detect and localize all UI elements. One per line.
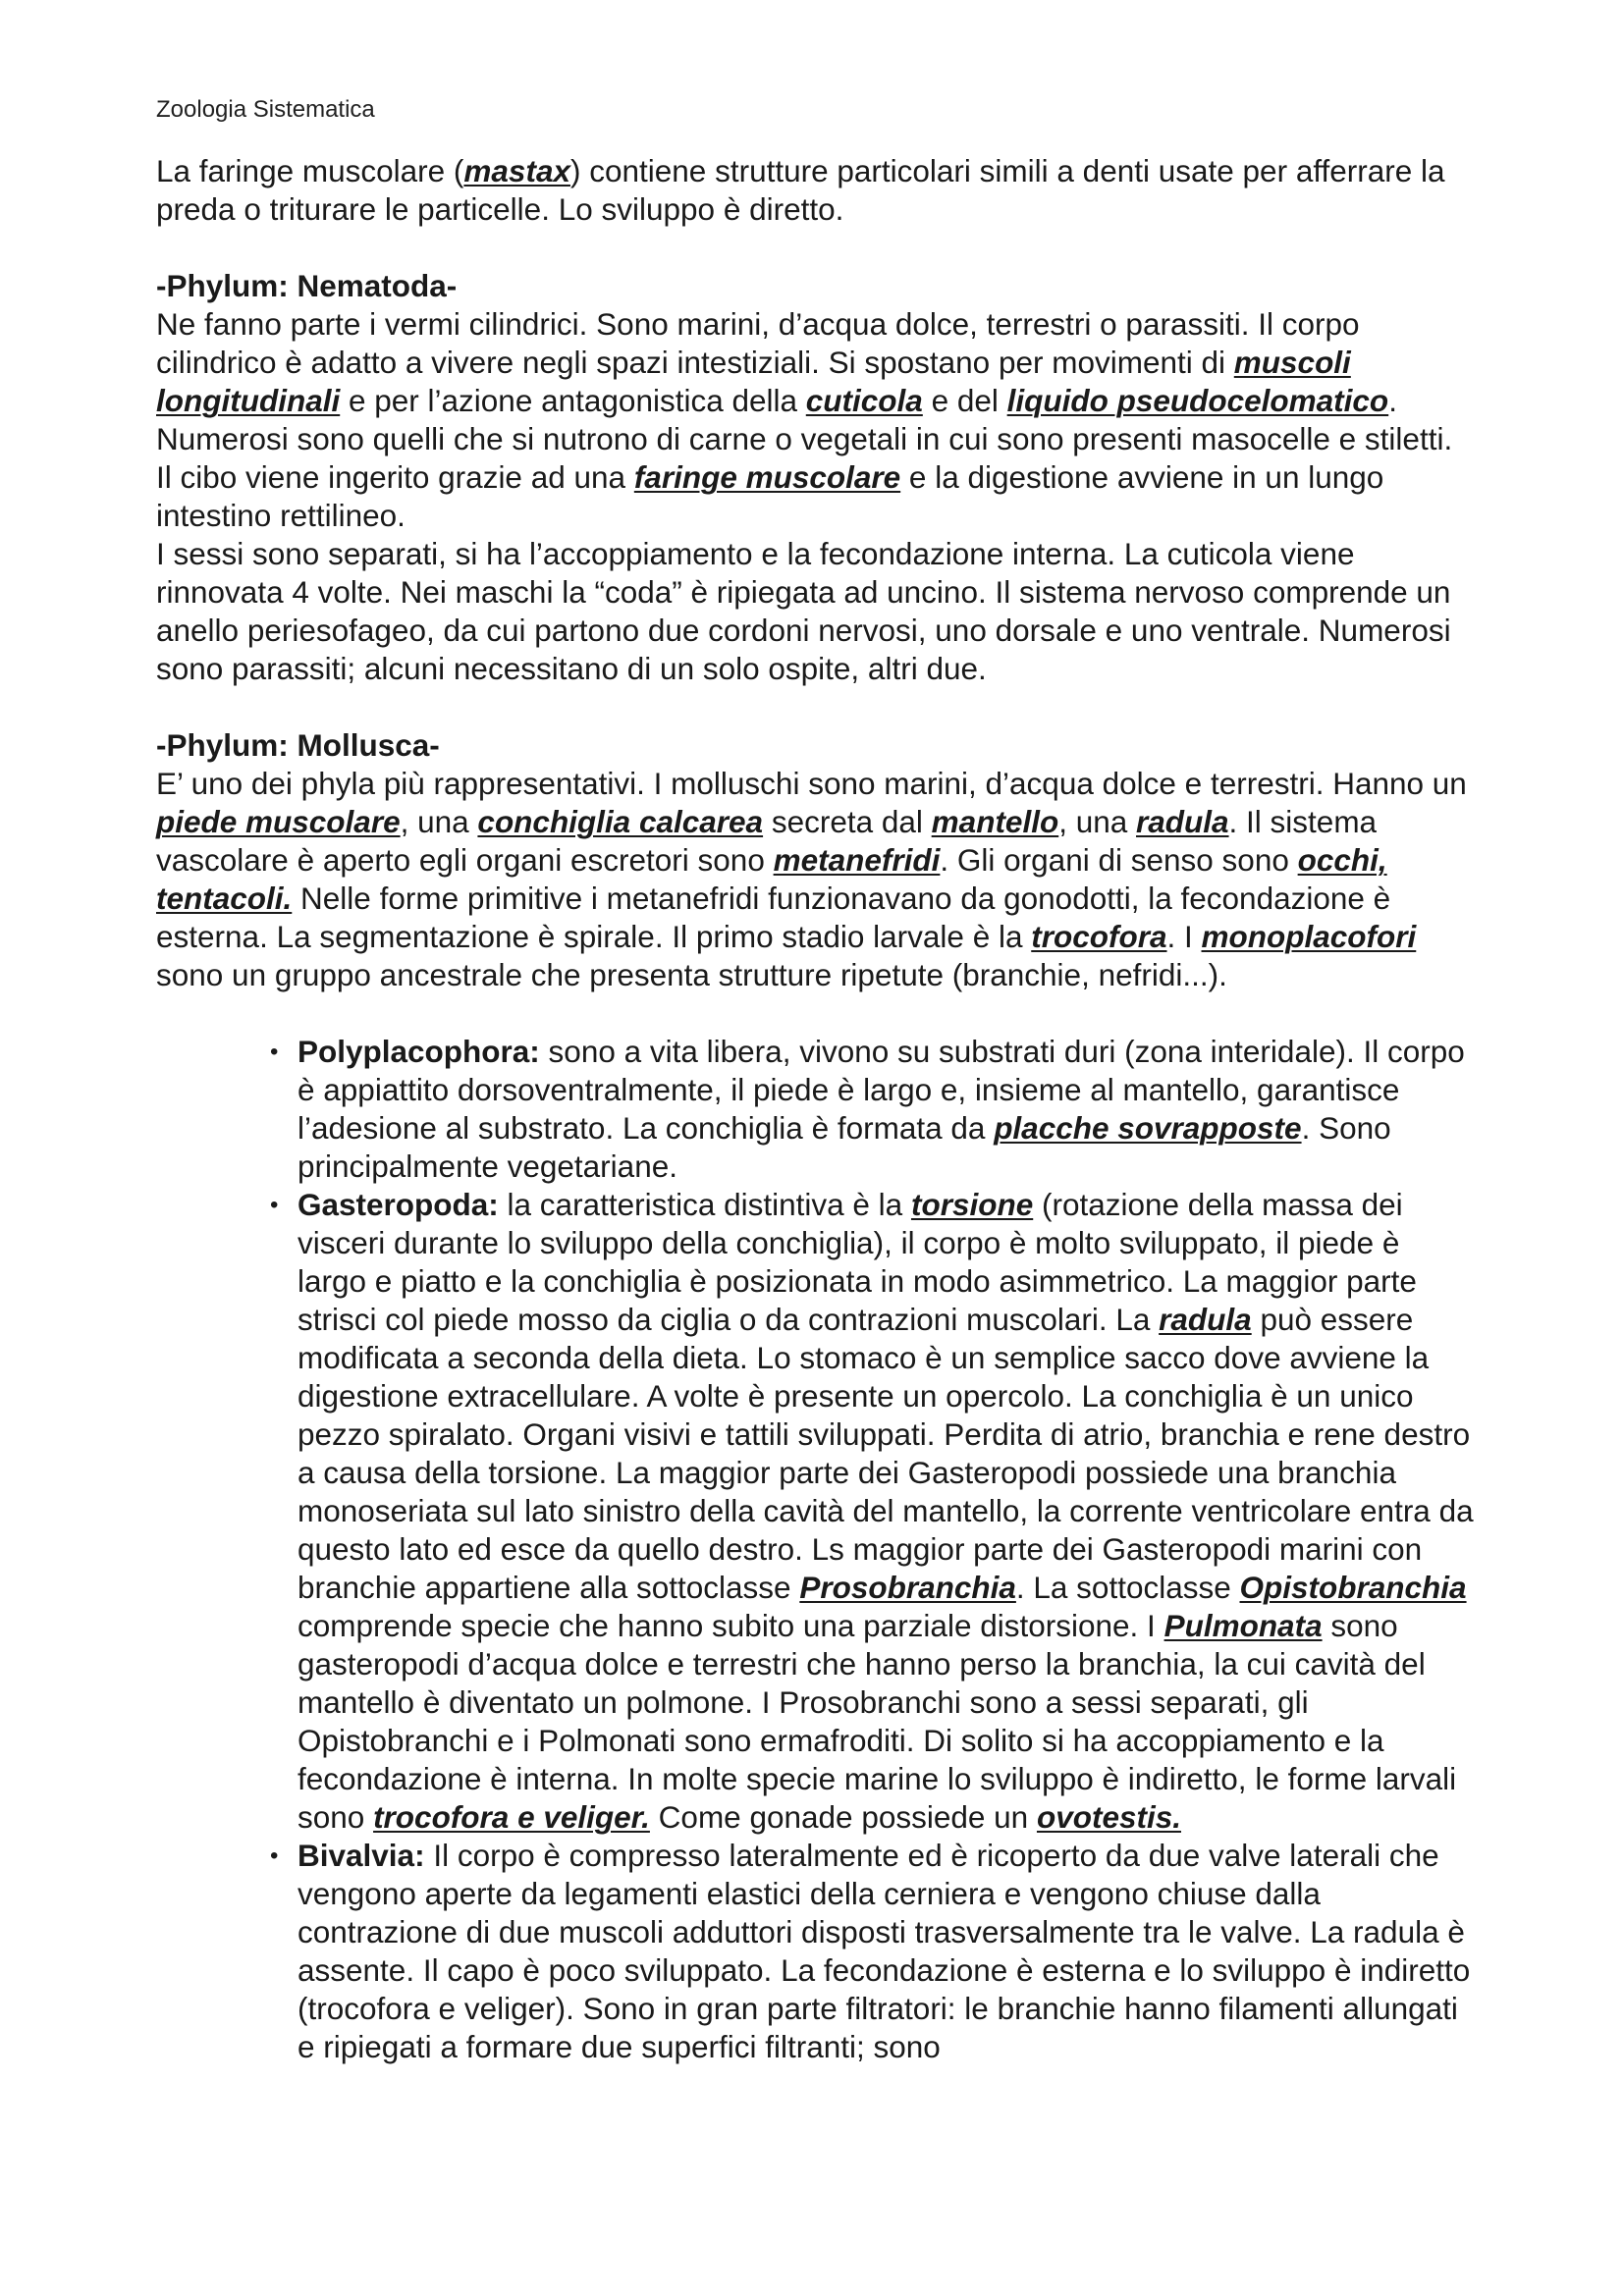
keyword: radula xyxy=(1136,804,1229,839)
term-label: Polyplacophora: xyxy=(298,1034,540,1069)
text-run: , una xyxy=(1058,804,1137,839)
keyword: Pulmonata xyxy=(1163,1608,1323,1643)
document-body xyxy=(156,152,1472,2066)
heading-nematoda: -Phylum: Nematoda- xyxy=(156,268,458,303)
list-item-text xyxy=(298,1034,1465,1184)
text-run: Nelle forme primitive i metanefridi funzionavano da gonodotti, la fecondazione è esterna. La segmentazione è spirale. Il primo stadio larvale è la xyxy=(156,881,1391,954)
list-item-text xyxy=(298,1187,1474,1835)
text-run: comprende specie che hanno subito una parziale distorsione. I xyxy=(298,1608,1164,1643)
list-item-bivalvia xyxy=(270,1837,1476,2066)
text-run: sono un gruppo ancestrale che presenta strutture ripetute (branchie, nefridi...). xyxy=(156,957,1227,992)
keyword: Prosobranchia xyxy=(799,1570,1016,1605)
text-run: e la digestione avviene in un lungo intestino rettilineo. xyxy=(156,459,1384,533)
keyword: mastax xyxy=(463,153,570,188)
term-label: Gasteropoda: xyxy=(298,1187,499,1222)
keyword: Opistobranchia xyxy=(1239,1570,1467,1605)
text-run: secreta dal xyxy=(763,804,932,839)
text-run: . Gli organi di senso sono xyxy=(940,842,1298,878)
text-run: la caratteristica distintiva è la xyxy=(498,1187,911,1222)
list-item-gasteropoda xyxy=(270,1186,1476,1837)
text-run: Ne fanno parte i vermi cilindrici. Sono marini, d’acqua dolce, terrestri o parassiti. Il corpo cilindrico è adatto a vivere negli spazi intestiziali. Si spostano per movimenti di xyxy=(156,306,1360,380)
keyword: mantello xyxy=(931,804,1059,839)
text-run: Come gonade possiede un xyxy=(649,1799,1037,1835)
text-run: Il corpo è compresso lateralmente ed è ricoperto da due valve laterali che vengono aperte da legamenti elastici della cerniera e vengono chiuse dalla contrazione di due muscoli adduttori disposti trasversalmente tra le valve. La radula è assente. Il capo è poco sviluppato. La fecondazione è esterna e lo sviluppo è indiretto (trocofora e veliger). Sono in gran parte filtratori: le branchie hanno filamenti allungati e ripiegati a formare due superfici filtranti; sono xyxy=(298,1838,1471,2064)
keyword: trocofora e veliger. xyxy=(373,1799,650,1835)
text-run: , una xyxy=(400,804,478,839)
text-run: (rotazione della massa dei visceri durante lo sviluppo della conchiglia), il corpo è molto sviluppato, il piede è largo e piatto e la conchiglia è posizionata in modo asimmetrico. La maggior parte strisci col piede mosso da ciglia o da contrazioni muscolari. La xyxy=(298,1187,1417,1337)
mollusca-class-list xyxy=(270,1033,1476,2066)
text-run: E’ uno dei phyla più rappresentativi. I molluschi sono marini, d’acqua dolce e terrestri. Hanno un xyxy=(156,766,1467,801)
text-run: sono gasteropodi d’acqua dolce e terrestri che hanno perso la branchia, la cui cavità del mantello è diventato un polmone. I Prosobranchi sono a sessi separati, gli Opistobranchi e i Polmonati sono ermafroditi. Di solito si ha accoppiamento e la fecondazione è interna. In molte specie marine lo sviluppo è indiretto, le forme larvali sono xyxy=(298,1608,1457,1835)
page-header: Zoologia Sistematica xyxy=(156,96,375,123)
intro-paragraph xyxy=(156,152,1472,229)
heading-mollusca: -Phylum: Mollusca- xyxy=(156,727,440,763)
bullet-icon: • xyxy=(270,1039,279,1065)
spacer xyxy=(156,994,1472,1033)
text-run: . I xyxy=(1166,919,1202,954)
keyword: metanefridi xyxy=(773,842,941,878)
text-run: sono a vita libera, vivono su substrati duri (zona interidale). Il corpo è appiattito dorsoventralmente, il piede è largo e, insieme al mantello, garantisce l’adesione al substrato. La conchiglia è formata da xyxy=(298,1034,1465,1146)
text-run: La faringe muscolare ( xyxy=(156,153,464,188)
list-item-polyplacophora xyxy=(270,1033,1476,1186)
keyword: ovotestis. xyxy=(1036,1799,1181,1835)
nematoda-paragraph-1 xyxy=(156,305,1472,535)
text-run: . Il sistema vascolare è aperto egli organi escretori sono xyxy=(156,804,1378,878)
text-run: e del xyxy=(922,383,1007,418)
text-run: può essere modificata a seconda della dieta. Lo stomaco è un semplice sacco dove avviene la digestione extracellulare. A volte è presente un opercolo. La conchiglia è un unico pezzo spiralato. Organi visivi e tattili sviluppati. Perdita di atrio, branchia e rene destro a causa della torsione. La maggior parte dei Gasteropodi possiede una branchia monoseriata sul lato sinistro della cavità del mantello, la corrente ventricolare entra da questo lato ed esce da quello destro. Ls maggior parte dei Gasteropodi marini con branchie appartiene alla sottoclasse xyxy=(298,1302,1474,1605)
keyword: monoplacofori xyxy=(1201,919,1417,954)
list-item-text xyxy=(298,1838,1470,2064)
keyword: liquido pseudocelomatico xyxy=(1006,383,1389,418)
text-run: e per l’azione antagonistica della xyxy=(340,383,806,418)
spacer xyxy=(156,688,1472,726)
keyword: faringe muscolare xyxy=(633,459,901,495)
text-run: ) contiene strutture particolari simili a denti usate per afferrare la preda o triturare le particelle. Lo sviluppo è diretto. xyxy=(156,153,1445,227)
keyword: occhi, tentacoli. xyxy=(156,842,1387,916)
mollusca-paragraph xyxy=(156,765,1472,994)
text-run: . La sottoclasse xyxy=(1015,1570,1240,1605)
keyword: conchiglia calcarea xyxy=(477,804,764,839)
keyword: piede muscolare xyxy=(156,804,401,839)
bullet-icon: • xyxy=(270,1842,279,1869)
bullet-icon: • xyxy=(270,1192,279,1218)
spacer xyxy=(156,229,1472,267)
keyword: torsione xyxy=(910,1187,1034,1222)
text-run: . Sono principalmente vegetariane. xyxy=(298,1110,1391,1184)
text-run: . Numerosi sono quelli che si nutrono di carne o vegetali in cui sono presenti masocelle e stiletti. Il cibo viene ingerito grazie ad una xyxy=(156,383,1453,495)
keyword: cuticola xyxy=(805,383,923,418)
keyword: muscoli longitudinali xyxy=(156,345,1351,418)
keyword: radula xyxy=(1159,1302,1252,1337)
term-label: Bivalvia: xyxy=(298,1838,425,1873)
keyword: placche sovrapposte xyxy=(994,1110,1302,1146)
text-run: I sessi sono separati, si ha l’accoppiamento e la fecondazione interna. La cuticola viene rinnovata 4 volte. Nei maschi la “coda” è ripiegata ad uncino. Il sistema nervoso comprende un anello periesofageo, da cui partono due cordoni nervosi, uno dorsale e uno ventrale. Numerosi sono parassiti; alcuni necessitano di un solo ospite, altri due. xyxy=(156,536,1451,686)
keyword: trocofora xyxy=(1031,919,1167,954)
nematoda-paragraph-2 xyxy=(156,535,1472,688)
